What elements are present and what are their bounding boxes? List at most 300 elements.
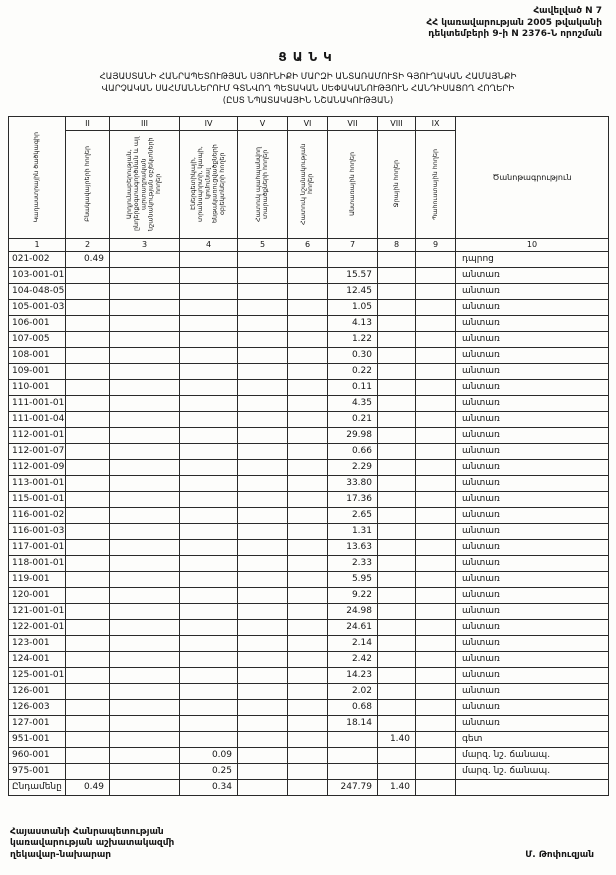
table-row xyxy=(9,715,609,731)
area-value-cell xyxy=(110,763,180,779)
cadastral-code-header-label: Կադաստրային ծածկագիր xyxy=(32,131,41,223)
area-value-cell xyxy=(416,427,456,443)
area-value-cell xyxy=(180,587,238,603)
area-value-cell xyxy=(66,619,110,635)
cadastral-code-cell: 111-001-04 xyxy=(9,411,66,427)
area-value-cell xyxy=(180,315,238,331)
area-value-cell xyxy=(238,411,288,427)
table-row xyxy=(9,603,609,619)
area-value-cell xyxy=(110,715,180,731)
area-value-cell: 247.79 xyxy=(328,779,378,795)
area-value-cell xyxy=(110,299,180,315)
table-row xyxy=(9,747,609,763)
roman-numeral-VII: VII xyxy=(328,116,378,130)
area-value-cell xyxy=(180,619,238,635)
area-value-cell xyxy=(180,299,238,315)
area-value-cell xyxy=(288,683,328,699)
area-value-cell xyxy=(378,539,416,555)
area-value-cell xyxy=(238,635,288,651)
column-number: 6 xyxy=(288,238,328,251)
area-value-cell xyxy=(110,747,180,763)
roman-numeral-VI: VI xyxy=(288,116,328,130)
column-number: 3 xyxy=(110,238,180,251)
area-value-cell xyxy=(328,763,378,779)
area-value-cell xyxy=(238,587,288,603)
area-value-cell xyxy=(66,731,110,747)
area-value-cell xyxy=(110,667,180,683)
header-forest-lands: Անտառային հողեր xyxy=(328,130,378,238)
area-value-cell xyxy=(238,363,288,379)
area-value-cell xyxy=(238,667,288,683)
area-value-cell xyxy=(238,443,288,459)
header-settlement-lands: Բնակավայրերի հողեր xyxy=(66,130,110,238)
cadastral-code-cell: 116-001-02 xyxy=(9,507,66,523)
area-value-cell xyxy=(110,555,180,571)
area-value-cell xyxy=(416,587,456,603)
roman-numeral-IX: IX xyxy=(416,116,456,130)
area-value-cell xyxy=(416,747,456,763)
area-value-cell xyxy=(66,683,110,699)
column-number: 10 xyxy=(456,238,609,251)
area-value-cell xyxy=(238,459,288,475)
note-cell: անտառ xyxy=(456,507,609,523)
area-value-cell xyxy=(238,555,288,571)
note-cell: անտառ xyxy=(456,651,609,667)
area-value-cell xyxy=(180,427,238,443)
area-value-cell xyxy=(378,715,416,731)
note-cell: մարզ. նշ. ճանապ. xyxy=(456,763,609,779)
area-value-cell xyxy=(378,267,416,283)
area-value-cell xyxy=(180,363,238,379)
area-value-cell: 0.49 xyxy=(66,779,110,795)
area-value-cell xyxy=(66,491,110,507)
area-value-cell xyxy=(110,427,180,443)
area-value-cell xyxy=(110,475,180,491)
signatory-name: Մ. Թոփուզյան xyxy=(525,849,594,860)
area-value-cell: 13.63 xyxy=(328,539,378,555)
area-value-cell: 12.45 xyxy=(328,283,378,299)
area-value-cell xyxy=(288,491,328,507)
area-value-cell xyxy=(416,267,456,283)
note-cell: անտառ xyxy=(456,363,609,379)
area-value-cell xyxy=(378,507,416,523)
area-value-cell xyxy=(66,651,110,667)
cadastral-code-cell: 111-001-01 xyxy=(9,395,66,411)
area-value-cell xyxy=(238,619,288,635)
area-value-cell xyxy=(238,731,288,747)
area-value-cell xyxy=(66,267,110,283)
table-row xyxy=(9,315,609,331)
area-value-cell xyxy=(110,651,180,667)
cadastral-code-cell: 105-001-03 xyxy=(9,299,66,315)
area-value-cell xyxy=(110,491,180,507)
table-row xyxy=(9,283,609,299)
area-value-cell xyxy=(416,315,456,331)
signatory-title-line-2: կառավարության աշխատակազմի xyxy=(10,838,175,848)
area-value-cell: 4.13 xyxy=(328,315,378,331)
roman-numeral-II: II xyxy=(66,116,110,130)
area-value-cell xyxy=(66,475,110,491)
area-value-cell xyxy=(66,667,110,683)
area-value-cell xyxy=(180,347,238,363)
area-value-cell xyxy=(110,507,180,523)
table-row xyxy=(9,299,609,315)
area-value-cell xyxy=(416,251,456,267)
cadastral-code-cell: 106-001 xyxy=(9,315,66,331)
area-value-cell xyxy=(238,715,288,731)
cadastral-code-cell: 109-001 xyxy=(9,363,66,379)
area-value-cell: 5.95 xyxy=(328,571,378,587)
table-row xyxy=(9,667,609,683)
area-value-cell xyxy=(378,667,416,683)
note-cell: դպրոց xyxy=(456,251,609,267)
area-value-cell xyxy=(288,555,328,571)
roman-numeral-IV: IV xyxy=(180,116,238,130)
column-number: 1 xyxy=(9,238,66,251)
area-value-cell xyxy=(110,251,180,267)
note-cell: անտառ xyxy=(456,699,609,715)
cadastral-code-cell: 119-001 xyxy=(9,571,66,587)
area-value-cell xyxy=(238,331,288,347)
cadastral-code-cell: 122-001-01 xyxy=(9,619,66,635)
area-value-cell xyxy=(238,347,288,363)
area-value-cell xyxy=(110,699,180,715)
table-row xyxy=(9,619,609,635)
area-value-cell xyxy=(238,395,288,411)
header-reserve-lands: Պահուստային հողեր xyxy=(416,130,456,238)
page-title: ՑԱՆԿ xyxy=(278,49,338,64)
area-value-cell xyxy=(180,459,238,475)
area-value-cell xyxy=(66,635,110,651)
area-value-cell xyxy=(238,251,288,267)
column-number: 9 xyxy=(416,238,456,251)
area-value-cell xyxy=(378,459,416,475)
table-row xyxy=(9,251,609,267)
area-value-cell xyxy=(288,651,328,667)
table-row xyxy=(9,523,609,539)
area-value-cell: 2.42 xyxy=(328,651,378,667)
note-cell: անտառ xyxy=(456,715,609,731)
area-value-cell xyxy=(378,411,416,427)
area-value-cell xyxy=(66,699,110,715)
area-value-cell xyxy=(66,571,110,587)
area-value-cell xyxy=(288,427,328,443)
cadastral-code-cell: 118-001-01 xyxy=(9,555,66,571)
area-value-cell: 0.30 xyxy=(328,347,378,363)
signature-block xyxy=(8,827,608,866)
table-row xyxy=(9,507,609,523)
area-value-cell xyxy=(180,411,238,427)
area-value-cell xyxy=(180,267,238,283)
area-value-cell xyxy=(66,299,110,315)
table-row xyxy=(9,699,609,715)
note-header-label: Ծանոթագրություն xyxy=(492,172,572,182)
area-value-cell: 1.31 xyxy=(328,523,378,539)
annex-reference xyxy=(8,6,608,41)
area-value-cell: 0.22 xyxy=(328,363,378,379)
area-value-cell xyxy=(66,315,110,331)
area-value-cell xyxy=(378,699,416,715)
area-value-cell xyxy=(416,331,456,347)
cadastral-code-cell: 116-001-03 xyxy=(9,523,66,539)
area-value-cell xyxy=(288,603,328,619)
area-value-cell xyxy=(288,299,328,315)
area-value-cell xyxy=(110,331,180,347)
area-value-cell xyxy=(288,731,328,747)
subtitle-line-3: (ԸՍՏ ՆՊԱՏԱԿԱՅԻՆ ՆՇԱՆԱԿՈՒԹՅԱՆ) xyxy=(222,95,394,106)
table-row xyxy=(9,539,609,555)
area-value-cell xyxy=(378,347,416,363)
cadastral-code-cell: 112-001-01 xyxy=(9,427,66,443)
note-cell: անտառ xyxy=(456,475,609,491)
area-value-cell xyxy=(416,763,456,779)
total-label-cell: Ընդամենը xyxy=(9,779,66,795)
area-value-cell xyxy=(66,763,110,779)
cadastral-code-cell: 121-001-01 xyxy=(9,603,66,619)
note-cell: անտառ xyxy=(456,683,609,699)
area-value-cell xyxy=(416,523,456,539)
annex-decision-line: դեկտեմբերի 9-ի N 2376-Ն որոշման xyxy=(428,29,602,39)
cadastral-code-cell: 975-001 xyxy=(9,763,66,779)
area-value-cell xyxy=(288,459,328,475)
area-value-cell: 0.25 xyxy=(180,763,238,779)
area-value-cell xyxy=(180,283,238,299)
area-value-cell xyxy=(416,571,456,587)
area-value-cell xyxy=(378,683,416,699)
area-value-cell xyxy=(66,715,110,731)
header-water-lands: Ջրային հողեր xyxy=(378,130,416,238)
area-value-cell xyxy=(238,507,288,523)
note-cell: անտառ xyxy=(456,635,609,651)
area-value-cell xyxy=(110,379,180,395)
area-value-cell xyxy=(238,283,288,299)
table-row xyxy=(9,459,609,475)
area-value-cell xyxy=(238,699,288,715)
area-value-cell xyxy=(378,427,416,443)
area-value-cell xyxy=(180,635,238,651)
area-value-cell xyxy=(288,619,328,635)
area-value-cell xyxy=(238,267,288,283)
area-value-cell xyxy=(110,411,180,427)
area-value-cell xyxy=(378,555,416,571)
cadastral-code-cell: 112-001-09 xyxy=(9,459,66,475)
area-value-cell xyxy=(328,251,378,267)
area-value-cell xyxy=(180,523,238,539)
area-value-cell xyxy=(416,619,456,635)
area-value-cell: 24.61 xyxy=(328,619,378,635)
area-value-cell xyxy=(416,699,456,715)
area-value-cell xyxy=(416,491,456,507)
area-value-cell xyxy=(238,427,288,443)
note-cell: անտառ xyxy=(456,411,609,427)
note-cell: անտառ xyxy=(456,299,609,315)
area-value-cell xyxy=(378,251,416,267)
area-value-cell xyxy=(238,571,288,587)
table-row xyxy=(9,571,609,587)
area-value-cell: 0.68 xyxy=(328,699,378,715)
area-value-cell xyxy=(288,779,328,795)
table-row xyxy=(9,267,609,283)
area-value-cell xyxy=(288,763,328,779)
area-value-cell xyxy=(180,443,238,459)
area-value-cell xyxy=(288,699,328,715)
area-value-cell xyxy=(288,379,328,395)
area-value-cell xyxy=(416,779,456,795)
area-value-cell xyxy=(416,715,456,731)
note-cell: գետ xyxy=(456,731,609,747)
table-row xyxy=(9,651,609,667)
area-value-cell xyxy=(378,523,416,539)
roman-numeral-V: V xyxy=(238,116,288,130)
note-cell: անտառ xyxy=(456,667,609,683)
area-value-cell xyxy=(180,699,238,715)
area-value-cell xyxy=(416,395,456,411)
area-value-cell xyxy=(110,683,180,699)
area-value-cell xyxy=(180,475,238,491)
table-row xyxy=(9,443,609,459)
area-value-cell xyxy=(180,651,238,667)
area-value-cell xyxy=(110,779,180,795)
subtitle-line-2: ՎԱՐՉԱԿԱՆ ՍԱՀՄԱՆՆԵՐՈՒՄ ԳՏՆՎՈՂ ՊԵՏԱԿԱՆ ՍԵՓԱԿԱՆՈՒԹՅՈՒՆ ՀԱՆԴԻՍԱՑՈՂ ՀՈՂԵՐԻ xyxy=(101,83,515,94)
area-value-cell: 1.40 xyxy=(378,731,416,747)
area-value-cell xyxy=(416,555,456,571)
area-value-cell xyxy=(288,251,328,267)
area-value-cell xyxy=(378,395,416,411)
area-value-cell xyxy=(238,491,288,507)
table-row xyxy=(9,331,609,347)
area-value-cell: 29.98 xyxy=(328,427,378,443)
area-value-cell xyxy=(66,555,110,571)
total-row xyxy=(9,779,609,795)
area-value-cell: 2.14 xyxy=(328,635,378,651)
cadastral-code-cell: 951-001 xyxy=(9,731,66,747)
note-cell: անտառ xyxy=(456,379,609,395)
area-value-cell xyxy=(288,395,328,411)
area-value-cell xyxy=(416,683,456,699)
area-value-cell xyxy=(288,347,328,363)
area-value-cell xyxy=(378,315,416,331)
area-value-cell xyxy=(288,635,328,651)
note-cell: անտառ xyxy=(456,267,609,283)
area-value-cell: 9.22 xyxy=(328,587,378,603)
annex-number: Հավելված N 7 xyxy=(533,6,602,16)
area-value-cell xyxy=(378,443,416,459)
area-value-cell xyxy=(180,539,238,555)
area-value-cell xyxy=(110,619,180,635)
column-number: 8 xyxy=(378,238,416,251)
area-value-cell xyxy=(416,539,456,555)
area-value-cell: 1.40 xyxy=(378,779,416,795)
area-value-cell xyxy=(238,475,288,491)
area-value-cell: 2.02 xyxy=(328,683,378,699)
note-cell: անտառ xyxy=(456,331,609,347)
area-value-cell xyxy=(288,587,328,603)
area-value-cell: 2.33 xyxy=(328,555,378,571)
area-value-cell: 4.35 xyxy=(328,395,378,411)
annex-gov-line: ՀՀ կառավարության 2005 թվականի xyxy=(426,17,602,28)
cadastral-code-cell: 127-001 xyxy=(9,715,66,731)
area-value-cell xyxy=(66,331,110,347)
area-value-cell: 0.34 xyxy=(180,779,238,795)
table-row xyxy=(9,731,609,747)
table-body xyxy=(9,251,609,795)
area-value-cell: 2.65 xyxy=(328,507,378,523)
area-value-cell xyxy=(110,539,180,555)
note-cell: մարզ. նշ. ճանապ. xyxy=(456,747,609,763)
area-value-cell xyxy=(110,347,180,363)
area-value-cell xyxy=(328,747,378,763)
area-value-cell xyxy=(378,475,416,491)
area-value-cell xyxy=(378,747,416,763)
area-value-cell xyxy=(416,603,456,619)
area-value-cell xyxy=(378,587,416,603)
area-value-cell xyxy=(180,379,238,395)
column-number-row xyxy=(9,238,609,251)
note-cell: անտառ xyxy=(456,539,609,555)
table-row xyxy=(9,411,609,427)
cadastral-code-cell: 108-001 xyxy=(9,347,66,363)
cadastral-code-cell: 960-001 xyxy=(9,747,66,763)
note-cell: անտառ xyxy=(456,427,609,443)
cadastral-code-cell: 113-001-01 xyxy=(9,475,66,491)
cadastral-code-cell: 123-001 xyxy=(9,635,66,651)
note-cell: անտառ xyxy=(456,395,609,411)
area-value-cell: 17.36 xyxy=(328,491,378,507)
table-row xyxy=(9,427,609,443)
cadastral-code-cell: 104-048-05 xyxy=(9,283,66,299)
area-value-cell xyxy=(180,715,238,731)
area-value-cell xyxy=(378,651,416,667)
area-value-cell xyxy=(378,571,416,587)
note-cell: անտառ xyxy=(456,587,609,603)
area-value-cell xyxy=(288,571,328,587)
area-value-cell: 0.66 xyxy=(328,443,378,459)
area-value-cell: 0.09 xyxy=(180,747,238,763)
table-row xyxy=(9,683,609,699)
area-value-cell xyxy=(416,651,456,667)
area-value-cell xyxy=(378,763,416,779)
area-value-cell xyxy=(416,635,456,651)
cadastral-code-cell: 103-001-01 xyxy=(9,267,66,283)
area-value-cell xyxy=(288,283,328,299)
note-cell: անտառ xyxy=(456,603,609,619)
land-category-table xyxy=(8,116,609,796)
area-value-cell xyxy=(180,491,238,507)
area-value-cell xyxy=(110,395,180,411)
area-value-cell xyxy=(110,603,180,619)
area-value-cell xyxy=(238,683,288,699)
area-value-cell xyxy=(180,331,238,347)
area-value-cell xyxy=(110,587,180,603)
area-value-cell xyxy=(110,283,180,299)
area-value-cell xyxy=(180,603,238,619)
area-value-cell xyxy=(110,267,180,283)
area-value-cell xyxy=(180,731,238,747)
area-value-cell xyxy=(288,523,328,539)
header-infrastructure-lands: Էներգետիկայի, տրանսպորտի, կապի, կոմունալ ենթակառուցվածքների օբյեկտների հողեր xyxy=(180,130,238,238)
area-value-cell xyxy=(238,779,288,795)
area-value-cell xyxy=(288,411,328,427)
area-value-cell xyxy=(238,651,288,667)
note-cell: անտառ xyxy=(456,619,609,635)
area-value-cell xyxy=(416,379,456,395)
area-value-cell xyxy=(110,459,180,475)
header-protected-lands: Հատուկ պահպանվող տարածքների հողեր xyxy=(238,130,288,238)
cadastral-code-cell: 126-003 xyxy=(9,699,66,715)
note-cell: անտառ xyxy=(456,571,609,587)
note-cell: անտառ xyxy=(456,443,609,459)
table-row xyxy=(9,555,609,571)
